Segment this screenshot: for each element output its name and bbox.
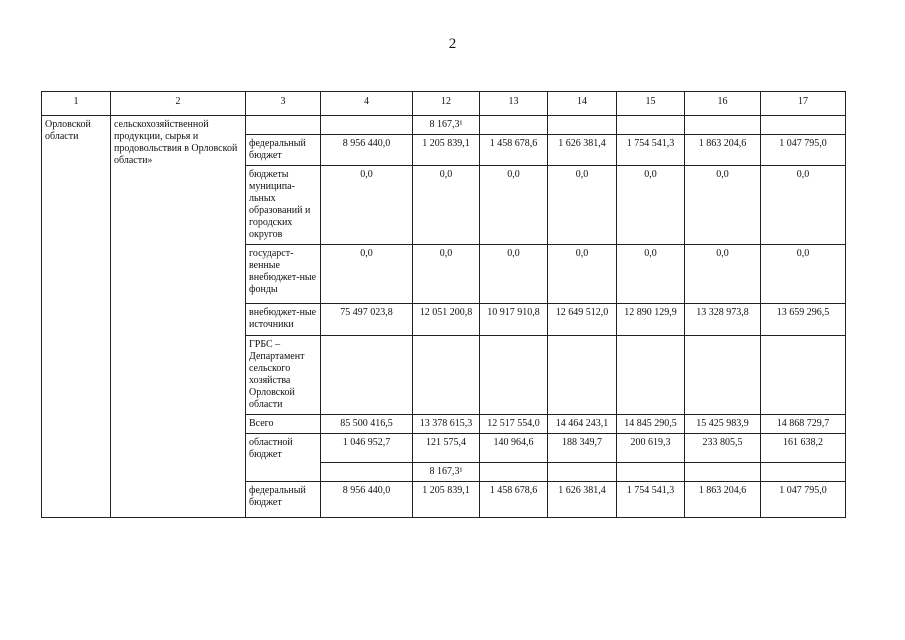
value-cell: 0,0: [413, 245, 480, 304]
value-cell: 75 497 023,8: [321, 304, 413, 336]
value-cell: 12 890 129,9: [617, 304, 685, 336]
column-header-2: 2: [111, 92, 246, 116]
value-cell: 140 964,6: [480, 434, 548, 463]
value-cell: [548, 336, 617, 415]
value-cell: 1 626 381,4: [548, 482, 617, 518]
value-cell: [617, 336, 685, 415]
value-cell: 10 917 910,8: [480, 304, 548, 336]
value-cell: 8 956 440,0: [321, 135, 413, 166]
value-cell: 0,0: [761, 166, 846, 245]
table-row: [42, 116, 846, 135]
value-cell: 1 205 839,1: [413, 482, 480, 518]
empty-cell: [685, 116, 761, 135]
value-cell: 12 649 512,0: [548, 304, 617, 336]
value-cell: 200 619,3: [617, 434, 685, 463]
empty-cell: [480, 116, 548, 135]
column-header-7: 14: [548, 92, 617, 116]
header-row: [42, 92, 846, 116]
value-cell: 1 458 678,6: [480, 135, 548, 166]
row-label: внебюджет-ные источники: [246, 304, 321, 336]
value-cell: 1 205 839,1: [413, 135, 480, 166]
region-cell: Орловской области: [42, 116, 111, 518]
value-cell: 121 575,4: [413, 434, 480, 463]
empty-cell: [548, 463, 617, 482]
row-label: федеральный бюджет: [246, 482, 321, 518]
value-cell: 0,0: [548, 245, 617, 304]
value-cell: 0,0: [480, 245, 548, 304]
row-label: Всего: [246, 415, 321, 434]
value-cell: 14 845 290,5: [617, 415, 685, 434]
value-cell: 1 754 541,3: [617, 482, 685, 518]
column-header-8: 15: [617, 92, 685, 116]
value-cell: [413, 336, 480, 415]
column-header-1: 1: [42, 92, 111, 116]
empty-cell: [617, 116, 685, 135]
value-cell: [685, 336, 761, 415]
value-cell: [480, 336, 548, 415]
value-cell: [761, 336, 846, 415]
value-cell: 13 659 296,5: [761, 304, 846, 336]
value-cell: 233 805,5: [685, 434, 761, 463]
page-number: 2: [448, 36, 457, 52]
row-label: федеральный бюджет: [246, 135, 321, 166]
value-cell: 0,0: [761, 245, 846, 304]
value-cell: 8 956 440,0: [321, 482, 413, 518]
note-cell: 8 167,3¹: [413, 116, 480, 135]
note-cell: 8 167,3¹: [413, 463, 480, 482]
column-header-3: 3: [246, 92, 321, 116]
value-cell: 13 378 615,3: [413, 415, 480, 434]
value-cell: 85 500 416,5: [321, 415, 413, 434]
column-header-10: 17: [761, 92, 846, 116]
value-cell: 12 051 200,8: [413, 304, 480, 336]
empty-cell: [761, 463, 846, 482]
column-header-5: 12: [413, 92, 480, 116]
row-label: областной бюджет: [246, 434, 321, 482]
column-header-4: 4: [321, 92, 413, 116]
value-cell: 1 046 952,7: [321, 434, 413, 463]
budget-table: [41, 91, 846, 518]
program-cell: сельскохозяйственной продукции, сырья и продовольствия в Орловской области»: [111, 116, 246, 518]
value-cell: 1 863 204,6: [685, 482, 761, 518]
value-cell: 0,0: [685, 245, 761, 304]
value-cell: 1 458 678,6: [480, 482, 548, 518]
value-cell: 0,0: [480, 166, 548, 245]
empty-cell: [246, 116, 321, 135]
value-cell: 161 638,2: [761, 434, 846, 463]
row-label: бюджеты муниципа-льных образований и городских округов: [246, 166, 321, 245]
value-cell: 0,0: [413, 166, 480, 245]
value-cell: 12 517 554,0: [480, 415, 548, 434]
value-cell: 13 328 973,8: [685, 304, 761, 336]
empty-cell: [617, 463, 685, 482]
value-cell: 14 464 243,1: [548, 415, 617, 434]
value-cell: 188 349,7: [548, 434, 617, 463]
value-cell: 1 047 795,0: [761, 482, 846, 518]
value-cell: 1 047 795,0: [761, 135, 846, 166]
empty-cell: [480, 463, 548, 482]
empty-cell: [321, 116, 413, 135]
value-cell: 1 754 541,3: [617, 135, 685, 166]
value-cell: 0,0: [321, 245, 413, 304]
value-cell: 0,0: [617, 166, 685, 245]
value-cell: 1 863 204,6: [685, 135, 761, 166]
value-cell: [321, 336, 413, 415]
empty-cell: [761, 116, 846, 135]
row-label: ГРБС – Департамент сельского хозяйства Орловской области: [246, 336, 321, 415]
value-cell: 0,0: [321, 166, 413, 245]
empty-cell: [685, 463, 761, 482]
value-cell: 14 868 729,7: [761, 415, 846, 434]
empty-cell: [548, 116, 617, 135]
value-cell: 15 425 983,9: [685, 415, 761, 434]
empty-cell: [321, 463, 413, 482]
table-body: [42, 116, 846, 518]
column-header-9: 16: [685, 92, 761, 116]
value-cell: 0,0: [548, 166, 617, 245]
column-header-6: 13: [480, 92, 548, 116]
value-cell: 0,0: [685, 166, 761, 245]
row-label: государст-венные внебюджет-ные фонды: [246, 245, 321, 304]
value-cell: 1 626 381,4: [548, 135, 617, 166]
value-cell: 0,0: [617, 245, 685, 304]
